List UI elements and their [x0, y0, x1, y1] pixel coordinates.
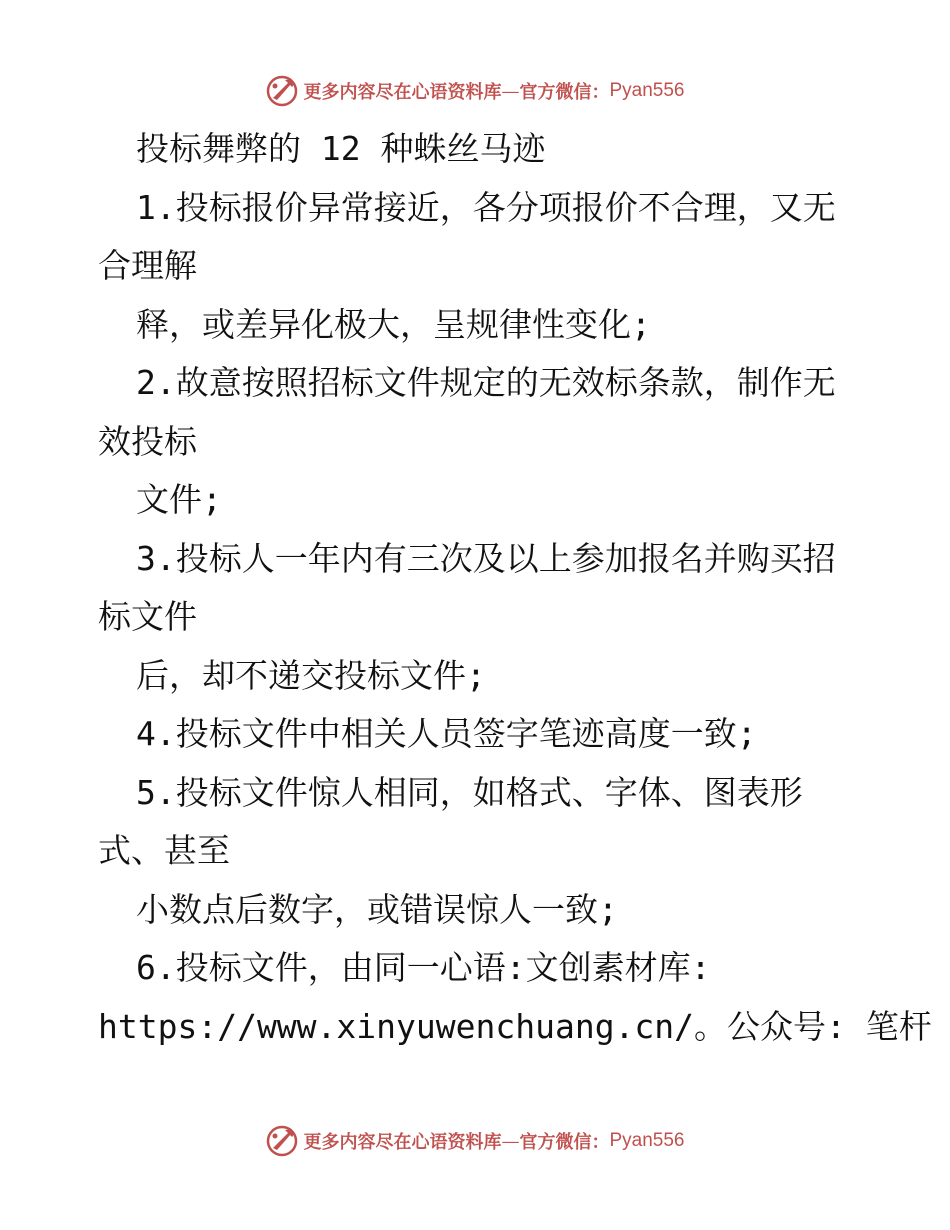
doc-line: 4.投标文件中相关人员签字笔迹高度一致;	[136, 714, 757, 753]
banner-wechat-label: 官方微信：	[519, 1132, 610, 1153]
footer-banner[interactable]	[0, 1121, 950, 1161]
doc-line: 释，或差异化极大，呈规律性变化;	[136, 304, 651, 344]
quill-pen-logo-icon	[265, 1124, 299, 1158]
doc-line: 1.投标报价异常接近，各分项报价不合理，又无	[136, 187, 836, 227]
header-banner[interactable]	[0, 71, 950, 111]
document-body	[98, 120, 932, 1056]
doc-line-url[interactable]: https://www.xinyuwenchuang.cn/。公众号: 笔杆	[98, 1006, 932, 1046]
doc-line: 式、甚至	[98, 831, 230, 870]
doc-line: 合理解	[98, 246, 197, 285]
doc-line: 效投标	[98, 421, 197, 461]
doc-title: 投标舞弊的 12 种蛛丝马迹	[136, 129, 546, 168]
banner-wechat-label: 官方微信：	[519, 82, 610, 103]
doc-line: 标文件	[98, 597, 197, 636]
doc-line: 小数点后数字，或错误惊人一致;	[136, 889, 618, 929]
quill-pen-logo-icon	[265, 74, 299, 108]
doc-line: 后，却不递交投标文件;	[136, 655, 486, 695]
banner-wechat-id: Pyan556	[609, 80, 685, 101]
doc-line: 6.投标文件，由同一心语:文创素材库:	[136, 948, 711, 987]
banner-separator: —	[501, 1130, 520, 1152]
banner-text: 更多内容尽在心语资料库	[303, 1132, 502, 1153]
doc-line: 5.投标文件惊人相同，如格式、字体、图表形	[136, 772, 803, 812]
banner-separator: —	[501, 80, 520, 102]
doc-line: 2.故意按照招标文件规定的无效标条款，制作无	[136, 363, 836, 402]
banner-wechat-id: Pyan556	[609, 1130, 685, 1151]
doc-line: 文件;	[136, 480, 222, 519]
banner-text: 更多内容尽在心语资料库	[303, 82, 502, 103]
doc-line: 3.投标人一年内有三次及以上参加报名并购买招	[136, 538, 836, 578]
